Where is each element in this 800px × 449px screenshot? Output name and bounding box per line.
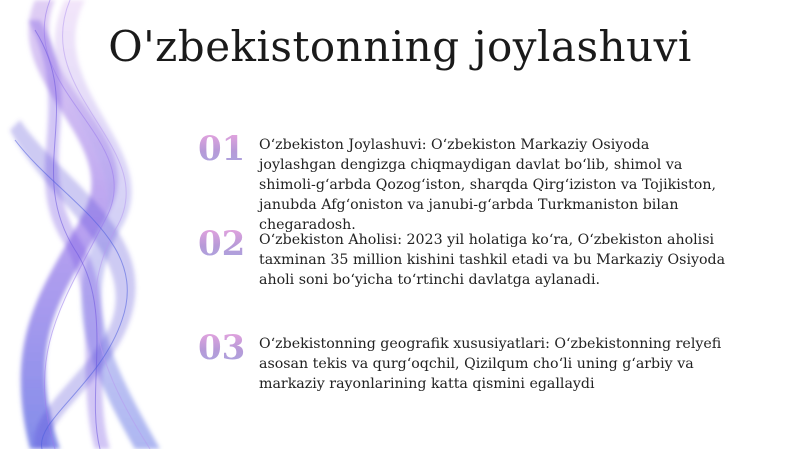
slide-title: O'zbekistonning joylashuvi	[108, 22, 692, 71]
item-text: O‘zbekistonning geografik xususiyatlari: O‘zbekistonning relyefi asosan tekis va qurg‘oqchil, Qizilqum cho‘li uning g‘arbiy va markaziy rayonlarining katta qismini egallaydi	[259, 336, 722, 392]
item-number: 02	[198, 226, 254, 262]
item-text: O‘zbekiston Aholisi: 2023 yil holatiga ko‘ra, O‘zbekiston aholisi taxminan 35 million kishini tashkil etadi va bu Markaziy Osiyoda aholi soni bo‘yicha to‘rtinchi davlatga aylanadi.	[259, 232, 726, 288]
item-number: 01	[198, 131, 254, 167]
item-number: 03	[198, 330, 254, 366]
item-text: O‘zbekiston Joylashuvi: O‘zbekiston Markaziy Osiyoda joylashgan dengizga chiqmaydigan davlat bo‘lib, shimol va shimoli-g‘arbda Qozog‘iston, sharqda Qirg‘iziston va Tojikiston, janubda Afg‘oniston va janubi-g‘arbda Turkmaniston bilan chegaradosh.	[259, 137, 716, 233]
